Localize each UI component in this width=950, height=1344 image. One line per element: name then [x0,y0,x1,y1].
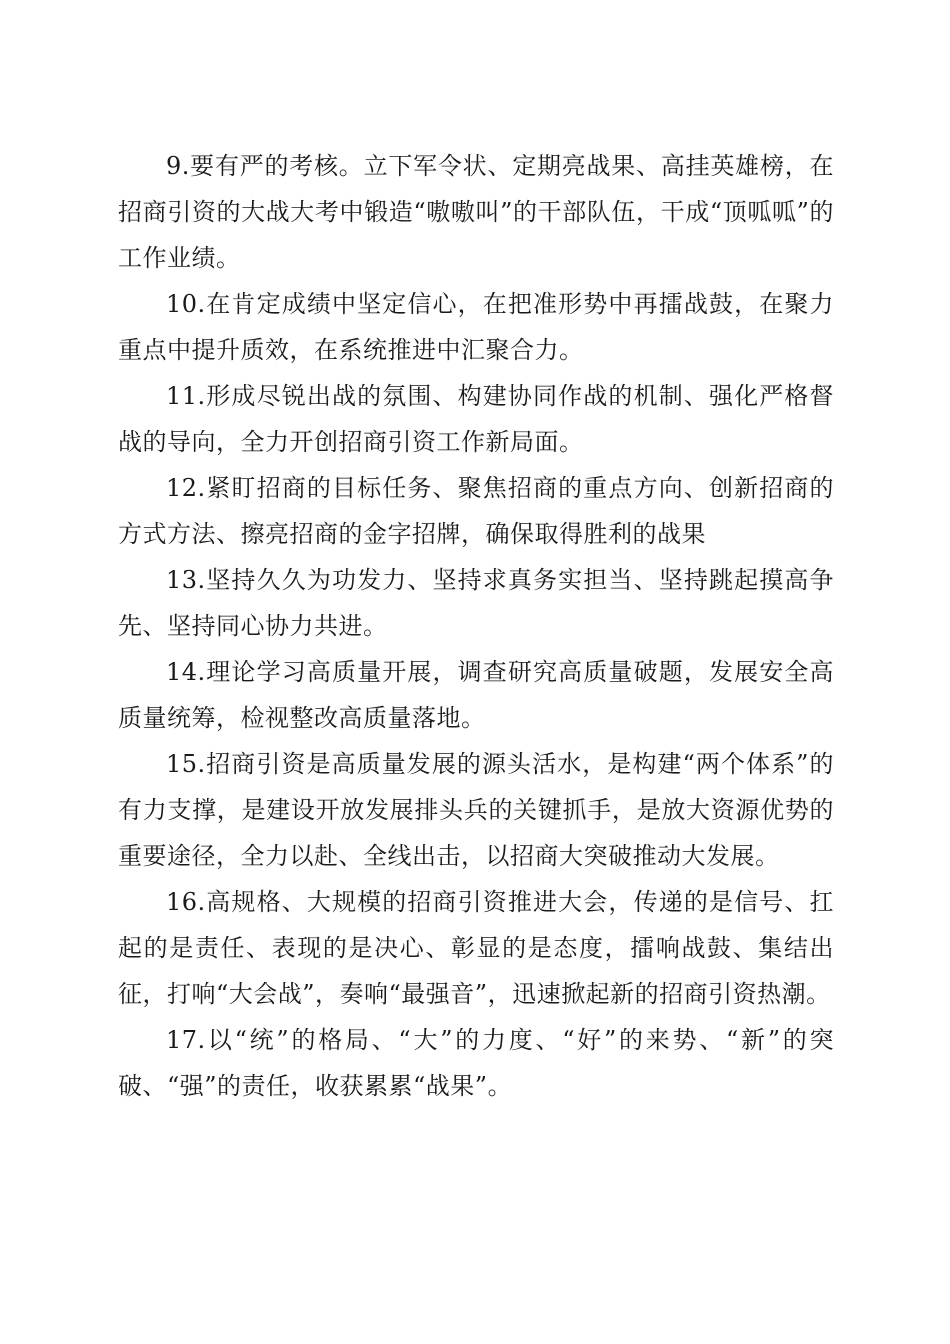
paragraph-13: 13.坚持久久为功发力、坚持求真务实担当、坚持跳起摸高争先、坚持同心协力共进。 [118,566,834,640]
paragraph-10: 10.在肯定成绩中坚定信心，在把准形势中再擂战鼓，在聚力重点中提升质效，在系统推进中汇聚合力。 [118,290,834,364]
document-body [118,143,834,1109]
paragraph-9: 9.要有严的考核。立下军令状、定期亮战果、高挂英雄榜，在招商引资的大战大考中锻造“嗷嗷叫”的干部队伍，干成“顶呱呱”的工作业绩。 [118,152,834,272]
paragraph-15: 15.招商引资是高质量发展的源头活水，是构建“两个体系”的有力支撑，是建设开放发展排头兵的关键抓手，是放大资源优势的重要途径，全力以赴、全线出击，以招商大突破推动大发展。 [118,750,834,870]
paragraph-14: 14.理论学习高质量开展，调查研究高质量破题，发展安全高质量统筹，检视整改高质量落地。 [118,658,834,732]
paragraph-17: 17.以“统”的格局、“大”的力度、“好”的来势、“新”的突破、“强”的责任，收获累累“战果”。 [118,1026,834,1100]
paragraph-12: 12.紧盯招商的目标任务、聚焦招商的重点方向、创新招商的方式方法、擦亮招商的金字招牌，确保取得胜利的战果 [118,474,834,548]
paragraph-11: 11.形成尽锐出战的氛围、构建协同作战的机制、强化严格督战的导向，全力开创招商引资工作新局面。 [118,382,834,456]
paragraph-16: 16.高规格、大规模的招商引资推进大会，传递的是信号、扛起的是责任、表现的是决心、彰显的是态度，擂响战鼓、集结出征，打响“大会战”，奏响“最强音”，迅速掀起新的招商引资热潮。 [118,888,834,1008]
